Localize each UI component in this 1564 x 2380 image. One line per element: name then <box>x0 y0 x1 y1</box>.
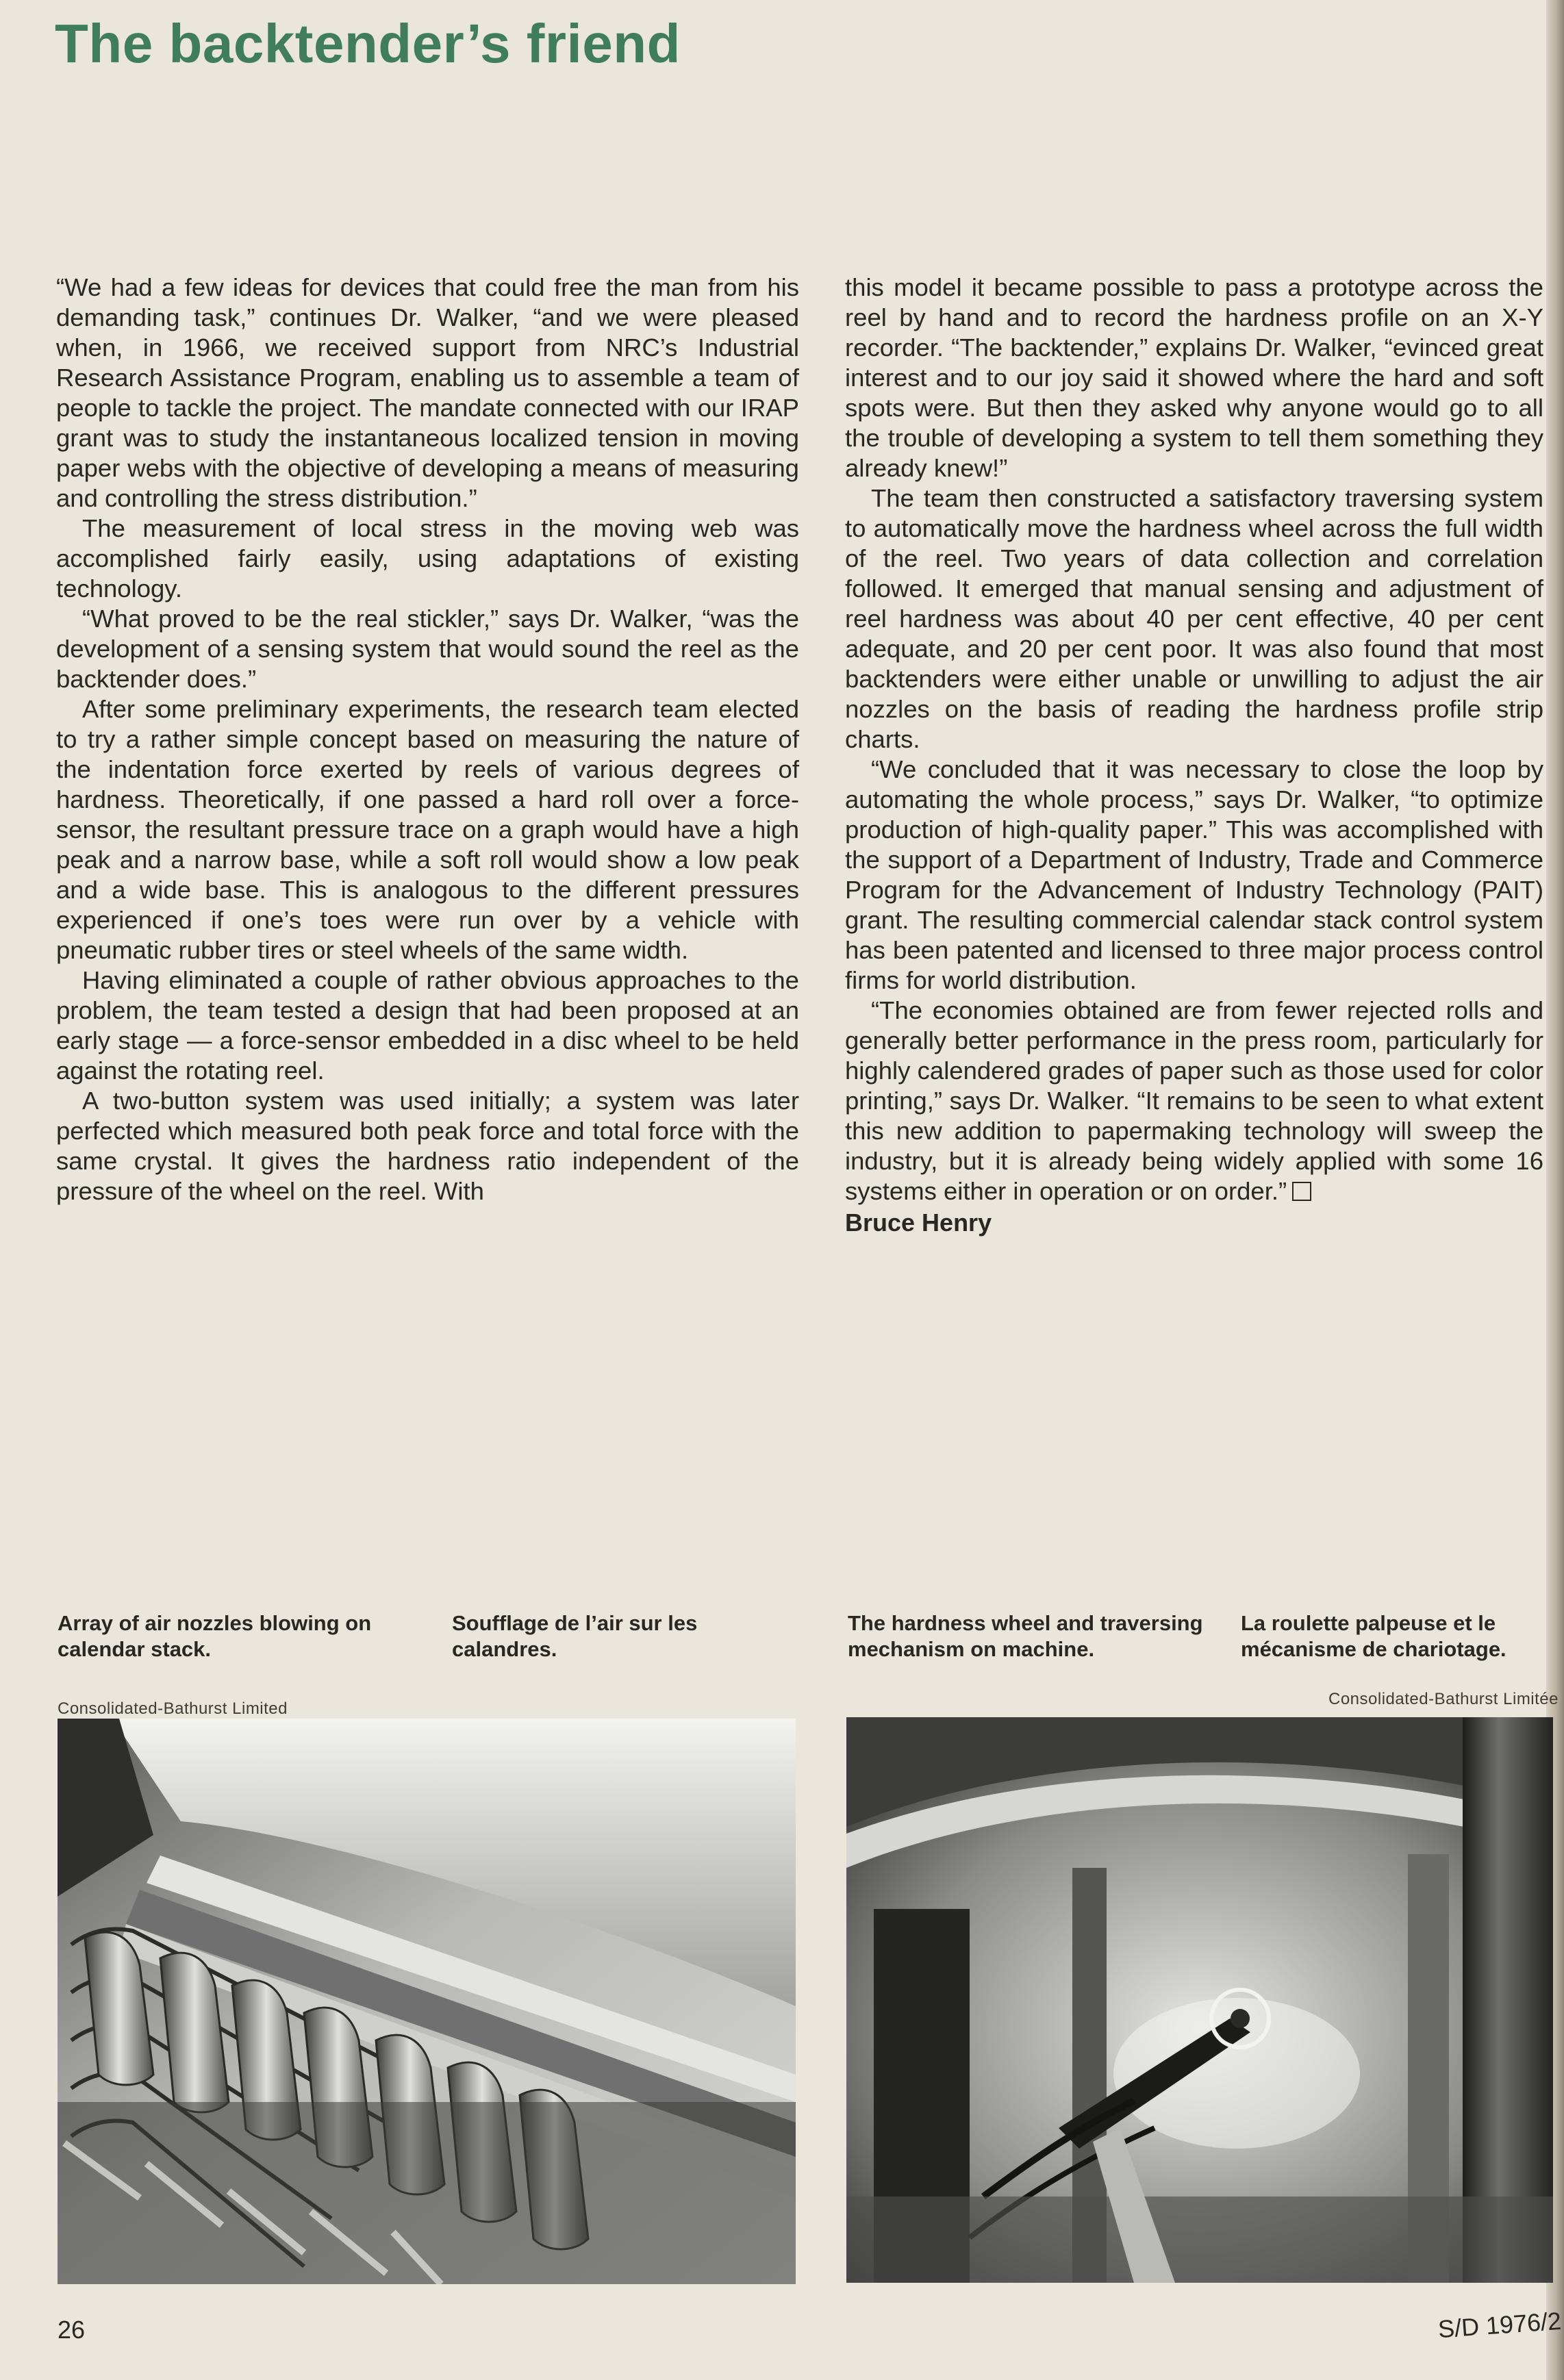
end-of-article-icon <box>1292 1182 1311 1201</box>
article-column-right <box>845 273 1543 1238</box>
paragraph: The team then constructed a satisfactory traversing system to automatically move the hardness wheel across the full width of the reel. Two years of data collection and correlation followed. It emerged that manual sensing and adjustment of reel hardness was about 40 per cent effective, 40 per cent adequate, and 20 per cent poor. It was also found that most backtenders were either unable or unwilling to adjust the air nozzles on the basis of reading the hardness profile strip charts. <box>845 484 1543 753</box>
figure-2-caption-english: The hardness wheel and traversing mechanism on machine. <box>848 1611 1203 1661</box>
paragraph: “We had a few ideas for devices that could free the man from his demanding task,” continues Dr. Walker, “and we were pleased when, in 1966, we received support from NRC’s Industrial Research Assistance Program, enabling us to assemble a team of people to tackle the project. The mandate connected with our IRAP grant was to study the instantaneous localized tension in moving paper webs with the objective of developing a means of measuring and controlling the stress distribution.” <box>56 273 799 512</box>
figure-2-caption-french: La roulette palpeuse et le mécanisme de chariotage. <box>1241 1611 1506 1661</box>
hardness-wheel-photo <box>846 1717 1553 2283</box>
page-number: 26 <box>58 2316 86 2344</box>
figure-2-photo-credit: Consolidated-Bathurst Limitée <box>1328 1690 1559 1708</box>
paragraph: this model it became possible to pass a prototype across the reel by hand and to record the hardness profile on an X-Y recorder. “The backtender,” explains Dr. Walker, “evinced great interest and to our joy said it showed where the hard and soft spots were. But then they asked why anyone would go to all the trouble of developing a system to tell them something they already knew!” <box>845 273 1543 482</box>
figure-1-caption-english: Array of air nozzles blowing on calendar stack. <box>58 1611 372 1661</box>
figure-1-caption-french: Soufflage de l’air sur les calandres. <box>452 1611 698 1661</box>
article-column-left <box>56 273 799 1206</box>
paragraph <box>845 996 1543 1206</box>
paragraph: After some preliminary experiments, the research team elected to try a rather simple concept based on measuring the nature of the indentation force exerted by reels of various degrees of hardness. Theoretically, if one passed a hard roll over a force-sensor, the resultant pressure trace on a graph would have a high peak and a narrow base, while a soft roll would show a low peak and a wide base. This is analogous to the different pressures experienced if one’s toes were run over by a vehicle with pneumatic rubber tires or steel wheels of the same width. <box>56 695 799 964</box>
paragraph-text: “The economies obtained are from fewer rejected rolls and generally better performance in the press room, particularly for highly calendered grades of paper such as those used for color printing,” says Dr. Walker. “It remains to be seen to what extent this new addition to papermaking technology will sweep the industry, but it is already being widely applied with some 16 systems either in operation or on order.” <box>845 996 1543 1205</box>
air-nozzles-photo <box>58 1719 796 2284</box>
paragraph: Having eliminated a couple of rather obvious approaches to the problem, the team tested a design that had been proposed at an early stage — a force-sensor embedded in a disc wheel to be held against the rotating reel. <box>56 966 799 1085</box>
paragraph: “What proved to be the real stickler,” says Dr. Walker, “was the development of a sensing system that would sound the reel as the backtender does.” <box>56 605 799 693</box>
figure-1-photo-credit: Consolidated-Bathurst Limited <box>58 1699 288 1718</box>
paragraph: A two-button system was used initially; a system was later perfected which measured both peak force and total force with the same crystal. It gives the hardness ratio independent of the pressure of the wheel on the reel. With <box>56 1087 799 1205</box>
paragraph: The measurement of local stress in the moving web was accomplished fairly easily, using adaptations of existing technology. <box>56 514 799 603</box>
paragraph: “We concluded that it was necessary to close the loop by automating the whole process,” says Dr. Walker, “to optimize production of high-quality paper.” This was accomplished with the support of a Department of Industry, Trade and Commerce Program for the Advancement of Industry Technology (PAIT) grant. The resulting commercial calendar stack control system has been patented and licensed to three major process control firms for world distribution. <box>845 755 1543 994</box>
byline: Bruce Henry <box>845 1208 992 1237</box>
issue-label: S/D 1976/2 <box>1437 2306 1563 2344</box>
article-title: The backtender’s friend <box>55 13 681 74</box>
